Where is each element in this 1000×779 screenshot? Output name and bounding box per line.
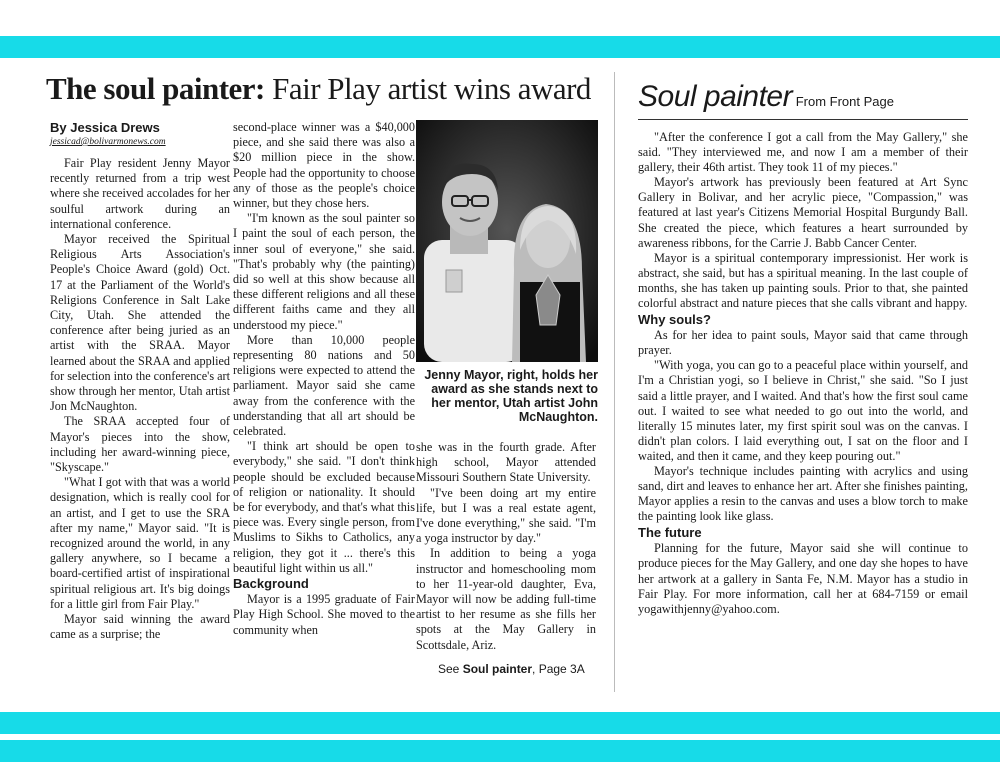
author-email-link[interactable]: jessicad@bolivarmonews.com <box>50 137 166 147</box>
headline-lead: The soul painter: <box>46 71 265 106</box>
photo-caption: Jenny Mayor, right, holds her award as she stands next to her mentor, Utah artist John McNaughton. <box>424 368 598 424</box>
headline <box>46 72 606 106</box>
paragraph: "With yoga, you can go to a peaceful place within yourself, and I'm a Christian yogi, so I believe in Christ," she said. "So I just said a little prayer, and I waited. And that's how the first soul came out. I waited to see what needed to go out into the world, and literally 15 minutes later, my first spirit soul was on the canvas. I didn't plan colors. I laid everything out, I sat on the floor and I waited, and then it came, and they keep pouring out." <box>638 358 968 463</box>
article-column-2 <box>233 120 415 638</box>
see-target: Soul painter <box>462 662 533 676</box>
section-heading-why-souls: Why souls? <box>638 312 711 328</box>
article-column-1 <box>50 156 230 643</box>
paragraph: "I think art should be open to everybody," she said. "I don't think people should be excluded because of religion or nationality. It should be for everybody, and that's what this piece was. Every single person, from Muslims to Sikhs to Catholics, any religion, they got it ... there's this beautiful light within us all." <box>233 439 415 575</box>
paragraph: she was in the fourth grade. After high school, Mayor attended Missouri Southern State University. <box>416 440 596 485</box>
paragraph: Mayor received the Spiritual Religious Arts Association's People's Choice Award (gold) Oct. 17 at the Parliament of the World's Religions Conference in Salt Lake City, Utah. She attended the conference after being juried as an artist with the SRAA. Mayor learned about the SRAA and applied for selection into the conference's art show through her mentor, Utah artist Jon McNaughton. <box>50 232 230 414</box>
paragraph: "What I got with that was a world designation, which is really cool for an artist, and I get to use the SRA after my name," Mayor said. "It is recognized around the world, in any gallery anywhere, so I became a board-certified artist of inspirational spiritual religious art. It's big doings for a little girl from Fair Play." <box>50 475 230 611</box>
bottom-cyan-band-1 <box>0 712 1000 734</box>
jump-from: From Front Page <box>792 94 894 109</box>
paragraph: Planning for the future, Mayor said she will continue to produce pieces for the May Gallery, and one day she hopes to have her artwork at a gallery in Santa Fe, N.M. Mayor has a studio in Fair Play. For more information, call her at 684-7159 or email yogawithjenny@yahoo.com. <box>638 541 968 616</box>
paragraph: As for her idea to paint souls, Mayor said that came through prayer. <box>638 328 968 358</box>
paragraph: "I've been doing art my entire life, but I was a real estate agent, I've done everything," she said. "I'm a yoga instructor by day." <box>416 485 596 546</box>
headline-rest: Fair Play artist wins award <box>264 71 591 106</box>
photo-mayor-and-mentor <box>416 120 598 362</box>
paragraph: In addition to being a yoga instructor and homeschooling mom to her 11-year-old daughter, Eva, Mayor will now be adding full-time artist to her resume as she fills her spots at the May Gallery in Scottsdale, Ariz. <box>416 546 596 652</box>
section-heading-background: Background <box>233 576 309 592</box>
newspaper-clipping <box>18 60 982 706</box>
jump-title: Soul painter <box>638 80 793 113</box>
paragraph: Mayor is a 1995 graduate of Fair Play High School. She moved to the community when <box>233 592 415 637</box>
paragraph: Fair Play resident Jenny Mayor recently returned from a trip west where she received accolades for her soulful artwork during an international conference. <box>50 156 230 231</box>
bottom-cyan-band-2 <box>0 740 1000 762</box>
column-divider <box>614 72 615 692</box>
paragraph: Mayor said winning the award came as a surprise; the <box>50 612 230 642</box>
article-column-3 <box>416 440 596 653</box>
jump-headline <box>638 80 894 114</box>
jump-rule <box>638 119 968 120</box>
byline: By Jessica Drews <box>50 120 160 135</box>
see-prefix: See <box>438 662 463 676</box>
top-cyan-band <box>0 36 1000 58</box>
paragraph: Mayor is a spiritual contemporary impressionist. Her work is abstract, she said, but has a spiritual meaning. In the last couple of months, she has taken up painting souls. Prior to that, she painted colorful abstract and nature pieces that she calls vibrant and happy. <box>638 250 968 311</box>
paragraph: The SRAA accepted four of Mayor's pieces into the show, including her award-winning piece, "Skyscape." <box>50 414 230 475</box>
paragraph: More than 10,000 people representing 80 nations and 50 religions were expected to attend the parliament. Mayor said she came away from the conference with the understanding that all art should be celebrated. <box>233 332 415 439</box>
paragraph: "After the conference I got a call from the May Gallery," she said. "They interviewed me, and now I am a member of their gallery, their 46th artist. They took 11 of my pieces." <box>638 130 968 175</box>
section-heading-the-future: The future <box>638 525 702 541</box>
paragraph: "I'm known as the soul painter so I paint the soul of each person, the inner soul of everyone," she said. "That's probably why (the painting) did so well at this show because all these different religions and all these different faiths came and they all understood my piece." <box>233 211 415 332</box>
photo-image <box>416 120 598 362</box>
paragraph: Mayor's technique includes painting with acrylics and using sand, dirt and leaves to enhance her art. After she finishes painting, Mayor applies a resin to the canvas and uses a blow torch to make the painting look like glass. <box>638 463 968 524</box>
continued-on-reference <box>438 662 585 676</box>
see-suffix: , Page 3A <box>532 662 585 676</box>
paragraph: Mayor's artwork has previously been featured at Art Sync Gallery in Bolivar, and her acrylic piece, "Compassion," was featured at last year's Citizens Memorial Hospital Burgundy Ball. She created the piece, which features a heart surrounded by awareness ribbons, for the Carrie J. Babb Cancer Center. <box>638 175 968 250</box>
continued-article-column <box>638 130 968 617</box>
paragraph: second-place winner was a $40,000 piece, and she said there was also a $20 million piece in the show. People had the opportunity to choose any of those as the people's choice winner, but they chose hers. <box>233 120 415 211</box>
